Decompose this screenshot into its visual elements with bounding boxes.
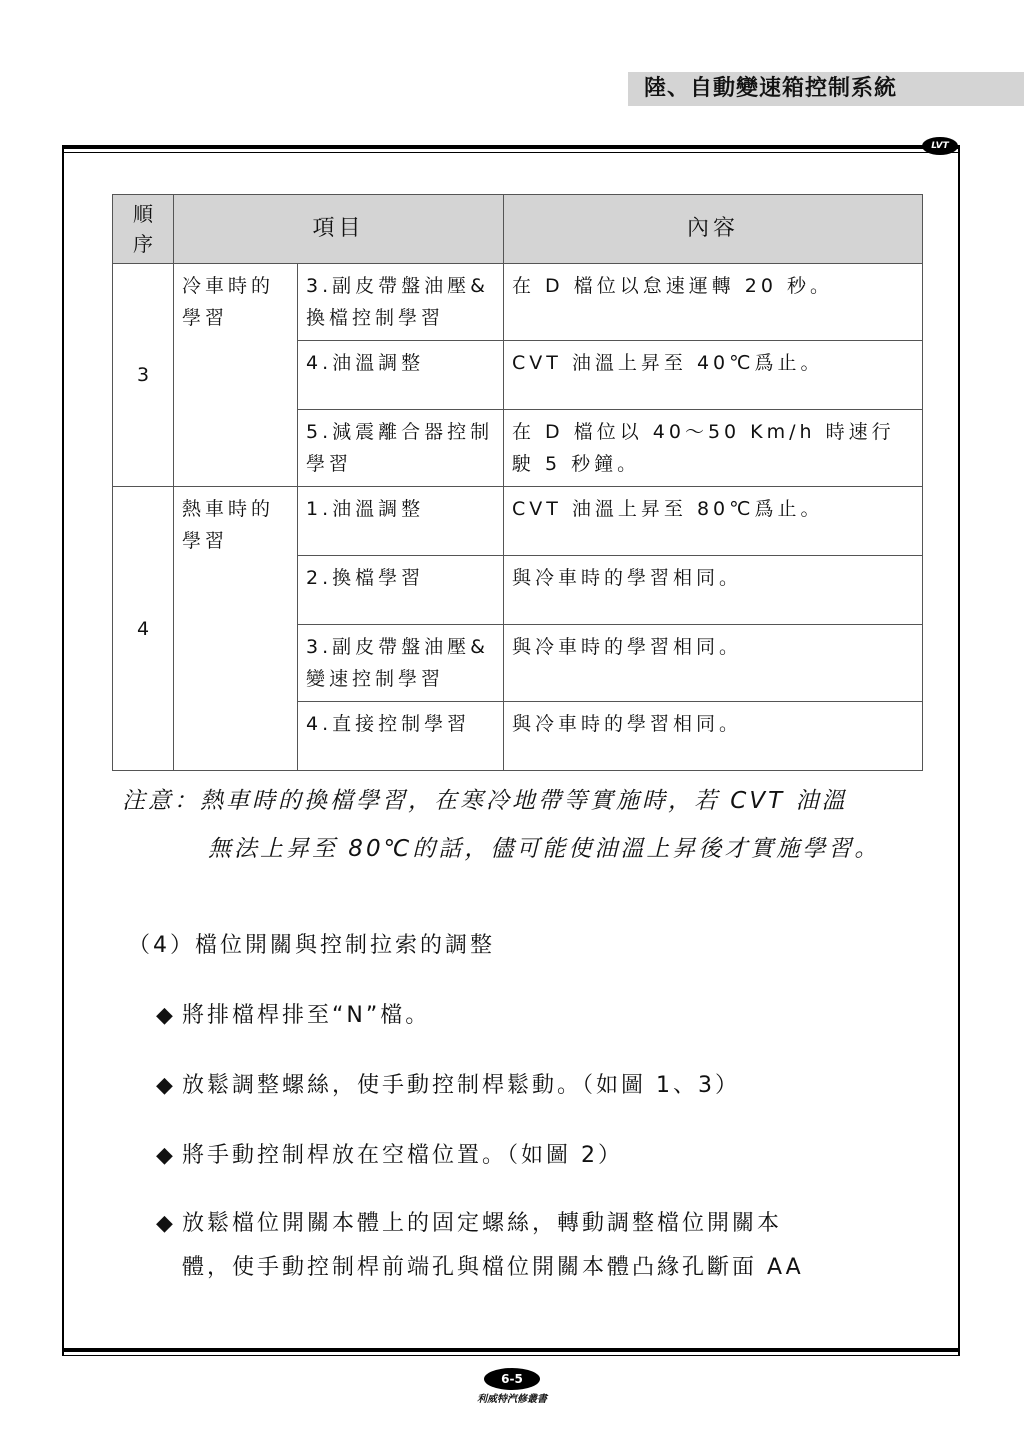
list-item bbox=[156, 1068, 740, 1099]
table-row bbox=[113, 487, 923, 556]
row-item: 4.直接控制學習 bbox=[298, 702, 504, 771]
lvt-logo-badge: LVT bbox=[922, 137, 958, 155]
row-item: 1.油溫調整 bbox=[298, 487, 504, 556]
list-item bbox=[156, 1138, 623, 1169]
list-item-text: 放鬆檔位開關本體上的固定螺絲，轉動調整檔位開關本 bbox=[182, 1211, 783, 1236]
row-item: 4.油溫調整 bbox=[298, 341, 504, 410]
group-seq: 3 bbox=[113, 264, 174, 487]
list-item-continuation: 體，使手動控制桿前端孔與檔位開關本體凸緣孔斷面 AA bbox=[182, 1255, 804, 1280]
row-content: 在 D 檔位以怠速運轉 20 秒。 bbox=[504, 264, 923, 341]
row-content: 在 D 檔位以 40～50 Km/h 時速行駛 5 秒鐘。 bbox=[504, 410, 923, 487]
top-rule bbox=[62, 145, 960, 149]
row-content: 與冷車時的學習相同。 bbox=[504, 625, 923, 702]
frame-left-border bbox=[62, 145, 64, 1356]
diamond-bullet-icon: ◆ bbox=[156, 1003, 176, 1028]
diamond-bullet-icon: ◆ bbox=[156, 1073, 176, 1098]
list-item-text: 將手動控制桿放在空檔位置。（如圖 2） bbox=[182, 1143, 623, 1168]
row-item: 3.副皮帶盤油壓&變速控制學習 bbox=[298, 625, 504, 702]
row-content: CVT 油溫上昇至 40℃爲止。 bbox=[504, 341, 923, 410]
group-seq: 4 bbox=[113, 487, 174, 771]
section-heading: （4）檔位開關與控制拉索的調整 bbox=[128, 933, 495, 958]
list-item bbox=[156, 998, 430, 1029]
row-item: 2.換檔學習 bbox=[298, 556, 504, 625]
row-item: 5.減震離合器控制學習 bbox=[298, 410, 504, 487]
caution-note-line-1: 注意：熱車時的換檔學習，在寒冷地帶等實施時，若 CVT 油溫 bbox=[122, 788, 848, 814]
group-category: 冷車時的學習 bbox=[174, 264, 298, 487]
diamond-bullet-icon: ◆ bbox=[156, 1211, 176, 1236]
list-item bbox=[156, 1206, 782, 1237]
publisher-logo: 利威特汽修叢書 bbox=[477, 1394, 547, 1405]
caution-note-line-2: 無法上昇至 80℃的話，儘可能使油溫上昇後才實施學習。 bbox=[208, 836, 881, 862]
list-item-text: 將排檔桿排至“N”檔。 bbox=[182, 1003, 431, 1028]
chapter-title: 陸、自動變速箱控制系統 bbox=[628, 72, 1024, 106]
page-number: 6-5 bbox=[484, 1368, 540, 1390]
row-content: CVT 油溫上昇至 80℃爲止。 bbox=[504, 487, 923, 556]
header-item: 項目 bbox=[174, 195, 504, 264]
table-row bbox=[113, 264, 923, 341]
bottom-rule-thin bbox=[62, 1355, 960, 1356]
row-item: 3.副皮帶盤油壓&換檔控制學習 bbox=[298, 264, 504, 341]
group-category: 熱車時的學習 bbox=[174, 487, 298, 771]
header-seq: 順 序 bbox=[113, 195, 174, 264]
row-content: 與冷車時的學習相同。 bbox=[504, 702, 923, 771]
row-content: 與冷車時的學習相同。 bbox=[504, 556, 923, 625]
header-content: 內容 bbox=[504, 195, 923, 264]
top-rule-thin bbox=[62, 152, 960, 153]
diamond-bullet-icon: ◆ bbox=[156, 1143, 176, 1168]
learning-procedure-table bbox=[112, 194, 923, 771]
frame-right-border bbox=[958, 145, 960, 1356]
table-header-row bbox=[113, 195, 923, 264]
list-item-text: 放鬆調整螺絲，使手動控制桿鬆動。（如圖 1、3） bbox=[182, 1073, 740, 1098]
bottom-rule bbox=[62, 1348, 960, 1352]
